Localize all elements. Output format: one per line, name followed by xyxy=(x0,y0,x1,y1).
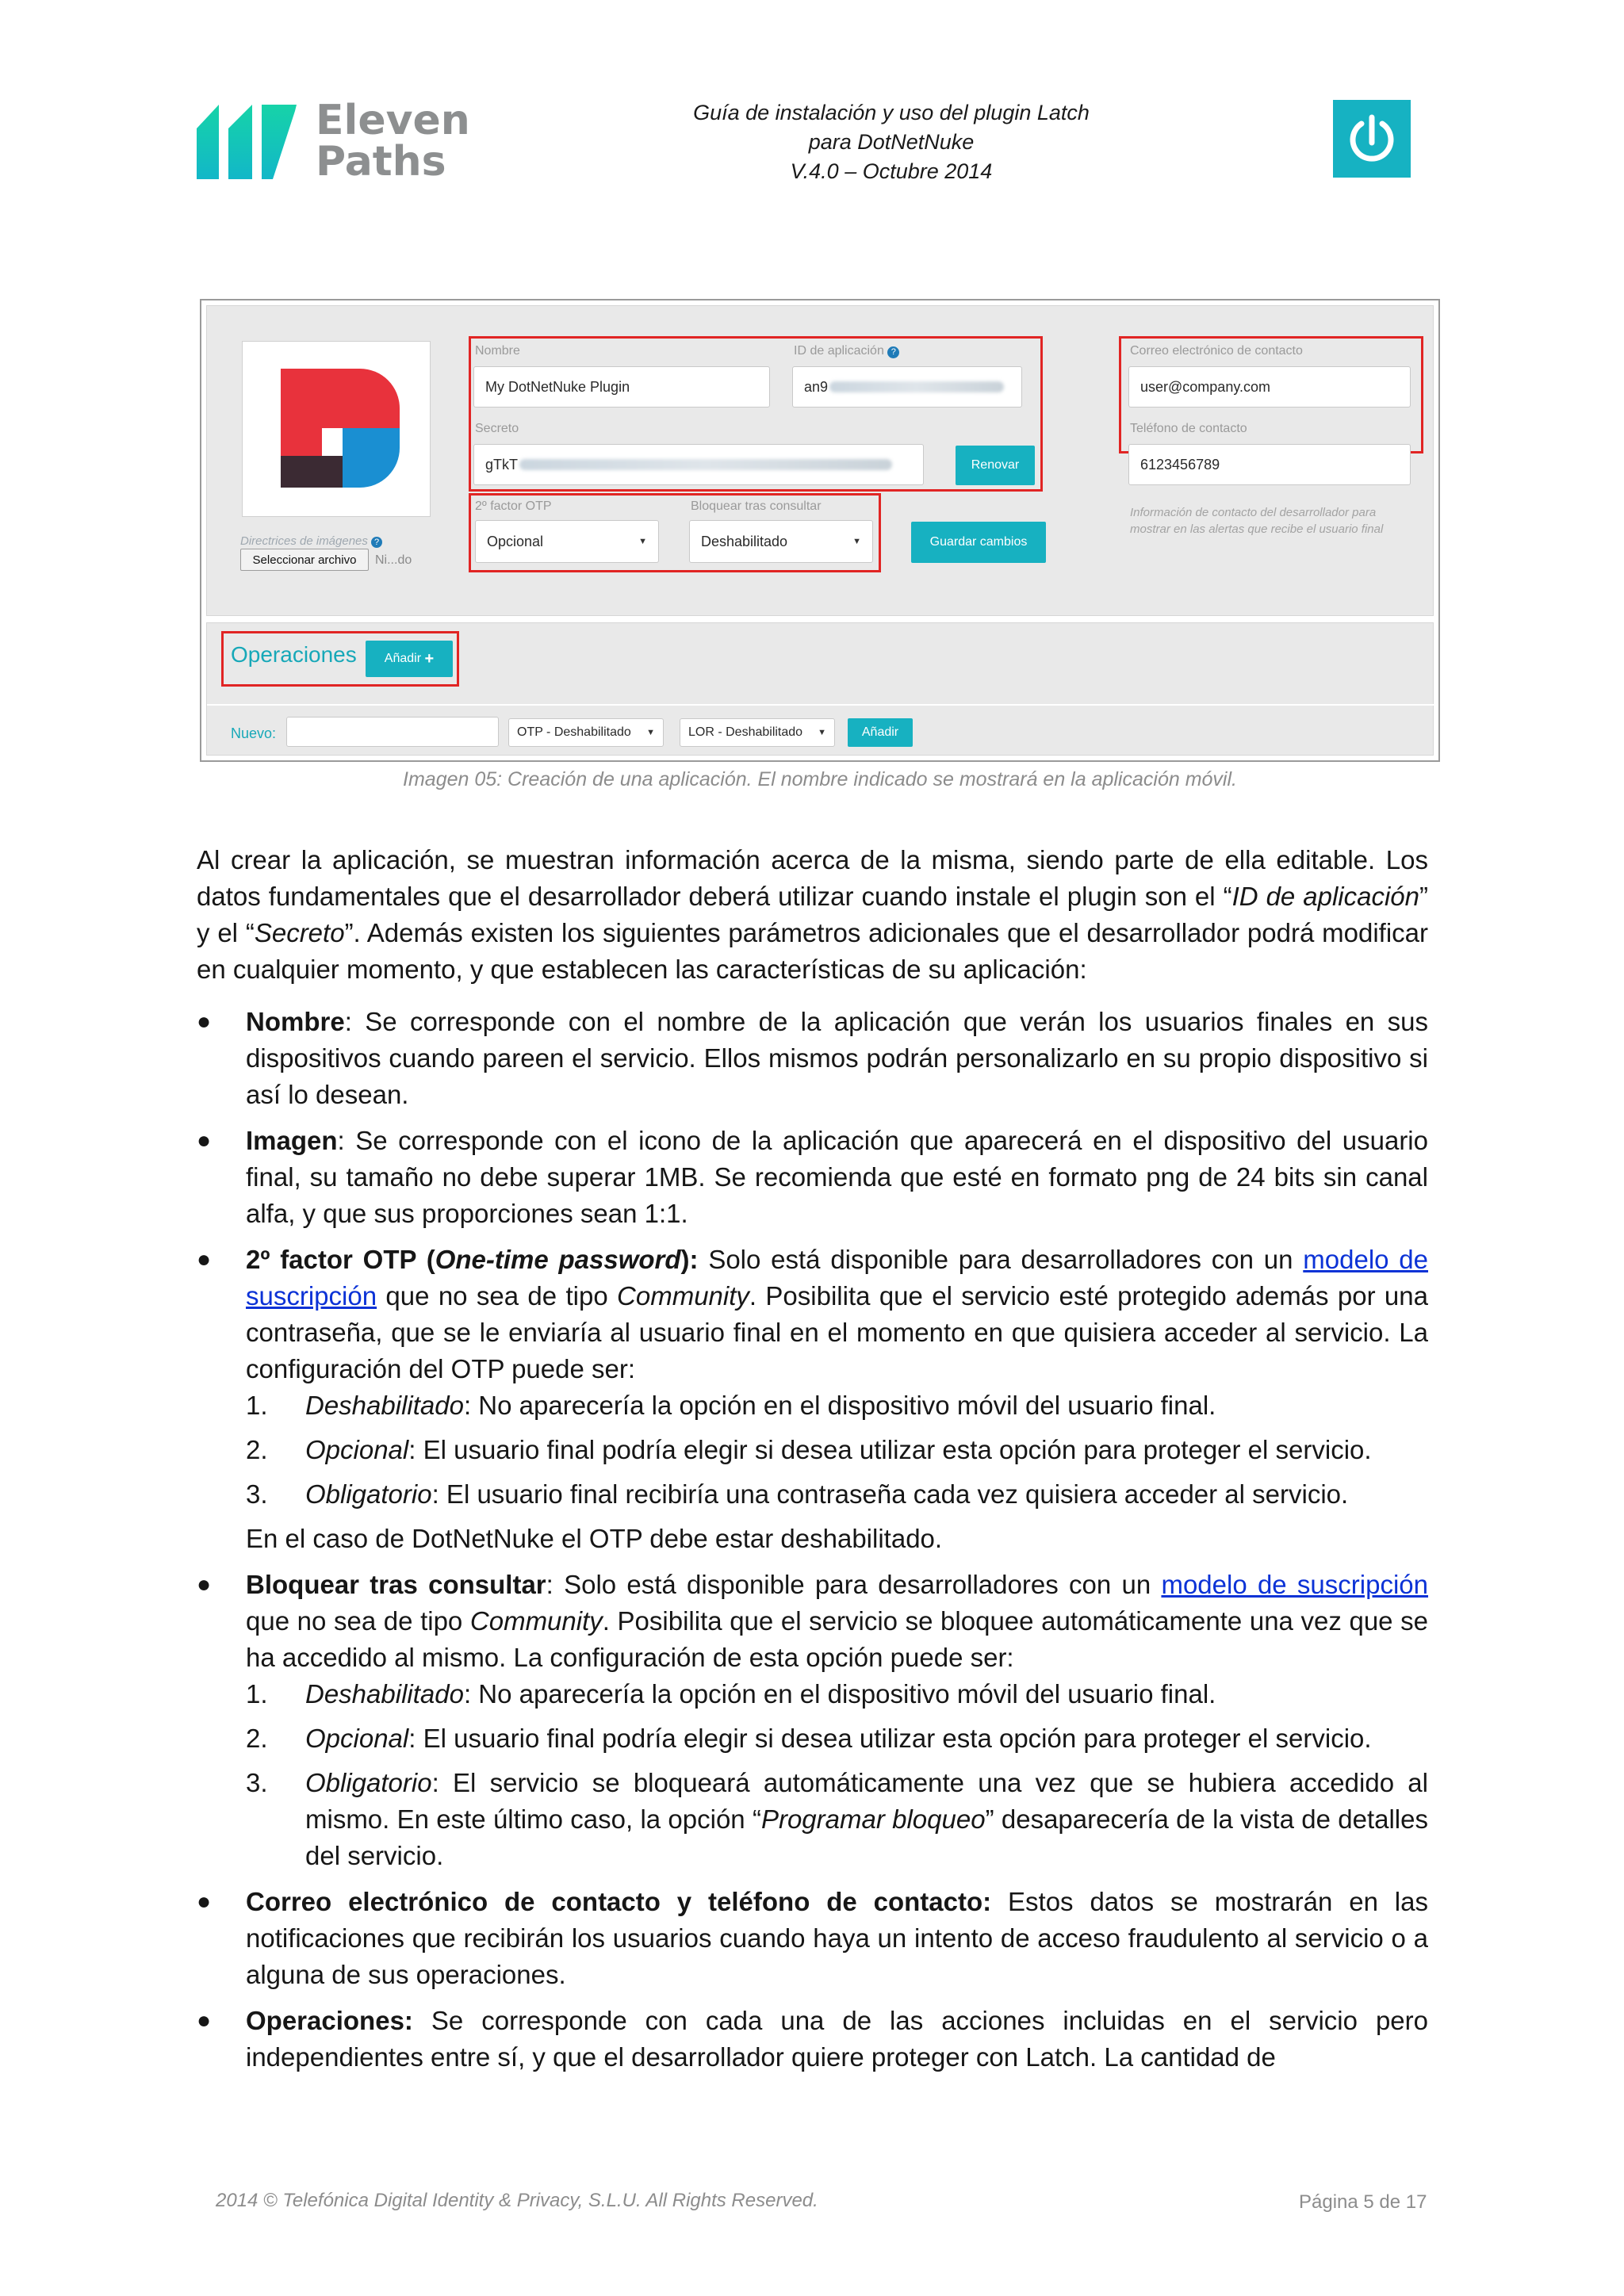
save-changes-button[interactable]: Guardar cambios xyxy=(911,522,1046,563)
phone-label: Teléfono de contacto xyxy=(1130,422,1247,435)
latch-logo xyxy=(1333,100,1411,178)
operations-panel xyxy=(206,622,1434,756)
image-guidelines-link[interactable]: Directrices de imágenes ? xyxy=(240,533,382,549)
bullet-icon: ● xyxy=(197,1127,212,1154)
brand-line-1: Eleven xyxy=(316,97,470,144)
elevenpaths-mark-icon xyxy=(197,103,308,181)
doc-title-line-1: Guía de instalación y uso del plugin Latch xyxy=(693,101,1090,124)
brand-line-2: Paths xyxy=(316,138,446,186)
list-item: ● Bloquear tras consultar: Solo está disponible para desarrolladores con un modelo de suscripción que no sea de tipo Community. Posibilita que el servicio se bloquee automáticamente una vez que se ha accedido al mismo. La configuración de esta opción puede ser: 1. Deshabilitado: No aparecería la opción en el dispositivo móvil del usuario final. 2. Opcional: El usuario final podría elegir si desea utilizar esta opción para proteger el servicio. 3. Obligatorio: El servicio se bloqueará automáticamente una vez que se hubiera accedido al mismo. En este último caso, la opción “Programar bloqueo” desaparecería de la vista de detalles del servicio. xyxy=(197,1567,1428,1874)
dropdown-arrow-icon: ▼ xyxy=(646,728,655,737)
bullet-icon: ● xyxy=(197,1888,212,1915)
lock-options-list xyxy=(246,1676,1428,1874)
secret-input[interactable]: gTkT xyxy=(473,444,924,485)
subscription-model-link[interactable]: modelo de suscripción xyxy=(246,1245,1429,1311)
otp-options-list xyxy=(246,1387,1428,1513)
new-operation-lor-select[interactable]: LOR - Deshabilitado ▼ xyxy=(680,718,835,747)
contact-note: Información de contacto del desarrollador para mostrar en las alertas que recibe el usuario final xyxy=(1130,506,1384,536)
list-item: 1. Deshabilitado: No aparecería la opción en el dispositivo móvil del usuario final. xyxy=(246,1679,1216,1709)
operations-title: Operaciones xyxy=(231,642,357,667)
list-item: ● Nombre: Se corresponde con el nombre de la aplicación que verán los usuarios finales en sus dispositivos cuando pareen el servicio. Ellos mismos podrán personalizarlo en su propio dispositivo si así lo desean. xyxy=(197,1004,1428,1113)
bullet-icon: ● xyxy=(197,1571,212,1598)
latch-power-icon xyxy=(1347,114,1396,163)
list-item: ● Operaciones: Se corresponde con cada una de las acciones incluidas en el servicio pero independientes entre sí, y que el desarrollador quiere proteger con Latch. La cantidad de xyxy=(197,2003,1428,2076)
subscription-model-link[interactable]: modelo de suscripción xyxy=(1161,1570,1429,1599)
blurred-secret xyxy=(519,459,892,470)
lock-select[interactable]: Deshabilitado ▼ xyxy=(689,520,873,563)
email-label: Correo electrónico de contacto xyxy=(1130,344,1303,358)
list-item: ● 2º factor OTP (One-time password): Solo está disponible para desarrolladores con un modelo de suscripción que no sea de tipo Community. Posibilita que el servicio esté protegido además por una contraseña, que se le enviaría al usuario final en el momento en que quisiera acceder al servicio. La configuración del OTP puede ser: 1. Deshabilitado: No aparecería la opción en el dispositivo móvil del usuario final. 2. Opcional: El usuario final podría elegir si desea utilizar esta opción para proteger el servicio. 3. Obligatorio: El usuario final recibiría una contraseña cada vez quisiera acceder al servicio. En el caso de DotNetNuke el OTP debe estar deshabilitado. xyxy=(197,1242,1428,1557)
bullet-icon: ● xyxy=(197,1246,212,1272)
new-operation-label: Nuevo: xyxy=(231,725,277,741)
list-item: 2. Opcional: El usuario final podría elegir si desea utilizar esta opción para proteger el servicio. xyxy=(246,1435,1372,1464)
document-header xyxy=(574,98,1208,186)
app-settings-panel xyxy=(206,305,1434,616)
footer-copyright: 2014 © Telefónica Digital Identity & Privacy, S.L.U. All Rights Reserved. xyxy=(216,2190,818,2211)
dropdown-arrow-icon: ▼ xyxy=(852,537,861,546)
app-id-label: ID de aplicación ? xyxy=(794,344,899,358)
help-icon: ? xyxy=(371,537,382,548)
app-image-preview xyxy=(242,341,431,517)
plus-icon: + xyxy=(424,649,435,668)
intro-paragraph: Al crear la aplicación, se muestran información acerca de la misma, siendo parte de ella editable. Los datos fundamentales que el desarrollador deberá utilizar cuando instale el plugin son el “ID de aplicación” y el “Secreto”. Además existen los siguientes parámetros adicionales que el desarrollador podrá modificar en cualquier momento, y que establecen las características de su aplicación: xyxy=(197,845,1429,984)
new-operation-input[interactable] xyxy=(286,717,499,747)
list-item: 1. Deshabilitado: No aparecería la opción en el dispositivo móvil del usuario final. xyxy=(246,1391,1216,1420)
doc-title-line-2: para DotNetNuke xyxy=(808,130,975,154)
otp-dnn-note: En el caso de DotNetNuke el OTP debe estar deshabilitado. xyxy=(246,1524,943,1553)
lock-label: Bloquear tras consultar xyxy=(691,499,822,513)
doc-version: V.4.0 – Octubre 2014 xyxy=(790,159,993,183)
help-icon: ? xyxy=(887,346,899,358)
parameter-list xyxy=(197,1004,1428,2085)
otp-label: 2º factor OTP xyxy=(475,499,552,513)
dropdown-arrow-icon: ▼ xyxy=(818,728,826,737)
list-item: 2. Opcional: El usuario final podría elegir si desea utilizar esta opción para proteger el servicio. xyxy=(246,1724,1372,1753)
dotnetnuke-logo-icon xyxy=(281,369,400,488)
add-operation-button[interactable]: Añadir + xyxy=(366,641,453,677)
file-status: Ni...do xyxy=(375,553,412,567)
list-item: 3. Obligatorio: El servicio se bloqueará automáticamente una vez que se hubiera accedido al mismo. En este último caso, la opción “Programar bloqueo” desaparecería de la vista de detalles del servicio. xyxy=(246,1768,1428,1870)
bullet-icon: ● xyxy=(197,1008,212,1035)
app-settings-screenshot xyxy=(200,299,1440,762)
otp-select[interactable]: Opcional ▼ xyxy=(475,520,659,563)
page-number: Página 5 de 17 xyxy=(1299,2191,1427,2213)
new-operation-otp-select[interactable]: OTP - Deshabilitado ▼ xyxy=(508,718,664,747)
email-input[interactable]: user@company.com xyxy=(1128,366,1411,408)
phone-input[interactable]: 6123456789 xyxy=(1128,444,1411,485)
add-new-operation-button[interactable]: Añadir xyxy=(848,718,913,747)
blurred-app-id xyxy=(829,381,1004,392)
list-item: ● Correo electrónico de contacto y teléfono de contacto: Estos datos se mostrarán en las notificaciones que recibirán los usuarios cuando haya un intento de acceso fraudulento al servicio o a alguna de sus operaciones. xyxy=(197,1884,1428,1993)
app-id-input[interactable]: an9 xyxy=(792,366,1022,408)
dropdown-arrow-icon: ▼ xyxy=(638,537,647,546)
bullet-icon: ● xyxy=(197,2007,212,2034)
list-item: 3. Obligatorio: El usuario final recibiría una contraseña cada vez quisiera acceder al servicio. xyxy=(246,1479,1349,1509)
list-item: ● Imagen: Se corresponde con el icono de la aplicación que aparecerá en el dispositivo del usuario final, su tamaño no debe superar 1MB. Se recomienda que esté en formato png de 24 bits sin canal alfa, y que sus proporciones sean 1:1. xyxy=(197,1123,1428,1232)
name-input[interactable]: My DotNetNuke Plugin xyxy=(473,366,770,408)
secret-label: Secreto xyxy=(475,422,519,435)
select-file-button[interactable]: Seleccionar archivo xyxy=(240,549,369,571)
elevenpaths-logo xyxy=(197,97,470,186)
divider xyxy=(207,704,1434,706)
name-label: Nombre xyxy=(475,344,520,358)
renew-button[interactable]: Renovar xyxy=(956,446,1035,485)
figure-caption: Imagen 05: Creación de una aplicación. El nombre indicado se mostrará en la aplicación móvil. xyxy=(403,768,1237,790)
